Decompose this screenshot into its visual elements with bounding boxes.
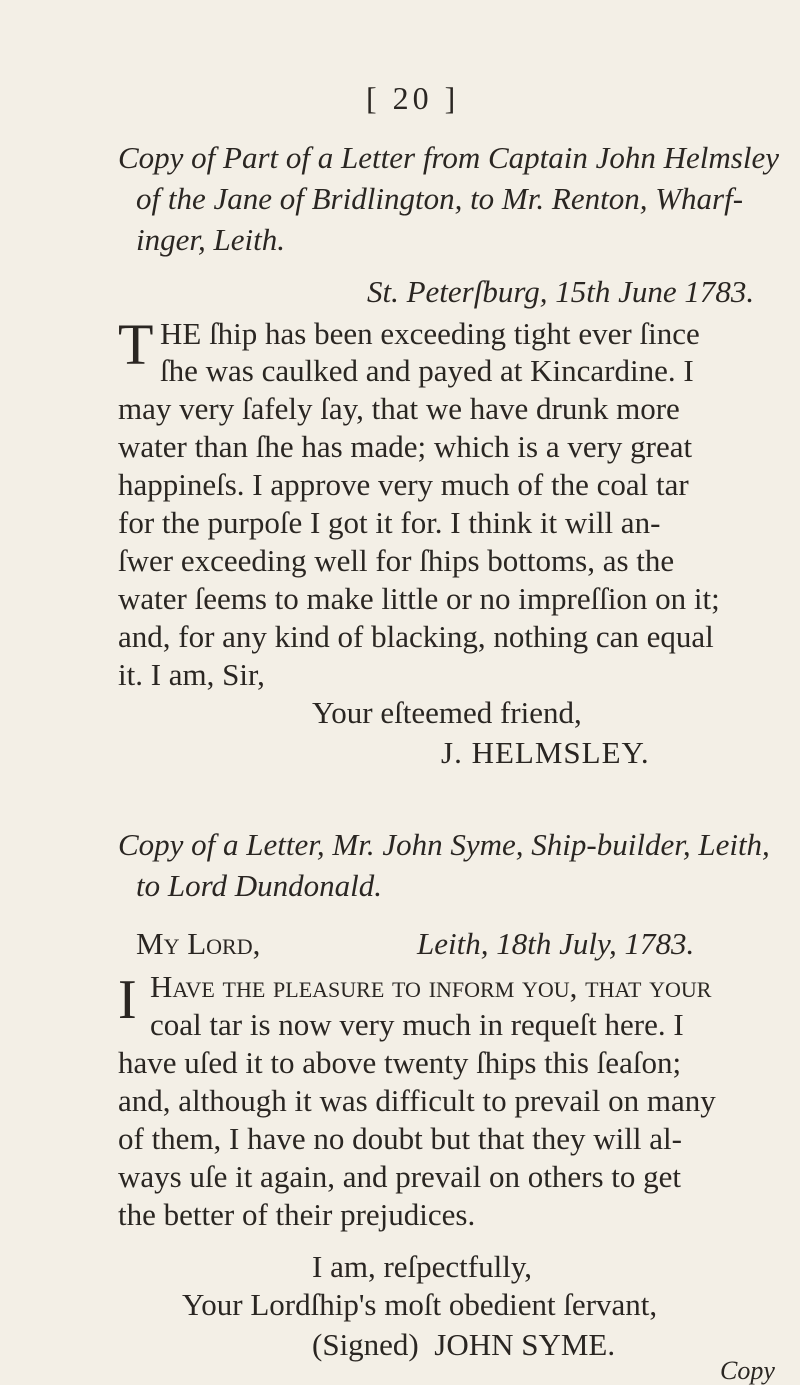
letter1-body-line-7: ſwer exceeding well for ſhips bottoms, as the — [118, 543, 675, 578]
letter1-closing: Your eſteemed friend, — [312, 695, 582, 730]
letter1-body-line-4: water than ſhe has made; which is a very great — [118, 429, 693, 464]
letter1-heading-line-3: inger, Leith. — [136, 222, 285, 257]
letter1-dropcap: T — [118, 312, 154, 377]
letter2-closing-1: I am, reſpectfully, — [312, 1249, 533, 1284]
letter2-heading-line-2: to Lord Dundonald. — [136, 868, 383, 903]
letter1-body-line-1: HE ſhip has been exceeding tight ever ſince — [160, 316, 700, 351]
letter2-body-line-5: of them, I have no doubt but that they will al- — [118, 1121, 682, 1156]
letter2-body-line-2: coal tar is now very much in requeſt here. I — [150, 1007, 684, 1042]
letter1-body-line-9: and, for any kind of blacking, nothing can equal — [118, 619, 714, 654]
letter2-body-line-6: ways uſe it again, and prevail on others to get — [118, 1159, 682, 1194]
letter1-dateline: St. Peterſburg, 15th June 1783. — [367, 274, 755, 309]
letter1-body-line-6: for the purpoſe I got it for. I think it will an- — [118, 505, 661, 540]
letter2-signature: (Signed) JOHN SYME. — [312, 1327, 616, 1362]
letter2-body-line-1: Have the pleaſure to inform you, that your — [150, 969, 712, 1004]
letter1-heading-line-1: Copy of Part of a Letter from Captain John Helmsley — [118, 140, 779, 175]
letter1-body-line-5: happineſs. I approve very much of the coal tar — [118, 467, 689, 502]
letter2-closing-2: Your Lordſhip's moſt obedient ſervant, — [182, 1287, 658, 1322]
letter2-dateline: Leith, 18th July, 1783. — [417, 926, 695, 961]
letter1-body-line-2: ſhe was caulked and payed at Kincardine. I — [160, 353, 694, 388]
letter1-heading-line-2: of the Jane of Bridlington, to Mr. Renton, Wharf- — [136, 181, 744, 216]
letter2-salutation: My Lord, — [136, 926, 261, 961]
letter2-dropcap: I — [118, 969, 137, 1031]
page-number: [ 20 ] — [366, 80, 460, 116]
letter1-body-line-10: it. I am, Sir, — [118, 657, 265, 692]
letter1-body-line-3: may very ſafely ſay, that we have drunk more — [118, 391, 680, 426]
letter2-body-line-4: and, although it was difficult to prevail on many — [118, 1083, 716, 1118]
catchword: Copy — [720, 1356, 775, 1385]
letter1-signature: J. HELMSLEY. — [441, 735, 650, 770]
letter2-body-line-3: have uſed it to above twenty ſhips this ſeaſon; — [118, 1045, 682, 1080]
letter2-body-line-7: the better of their prejudices. — [118, 1197, 476, 1232]
letter1-body-line-8: water ſeems to make little or no impreſſion on it; — [118, 581, 720, 616]
letter2-heading-line-1: Copy of a Letter, Mr. John Syme, Ship-builder, Leith, — [118, 827, 770, 862]
